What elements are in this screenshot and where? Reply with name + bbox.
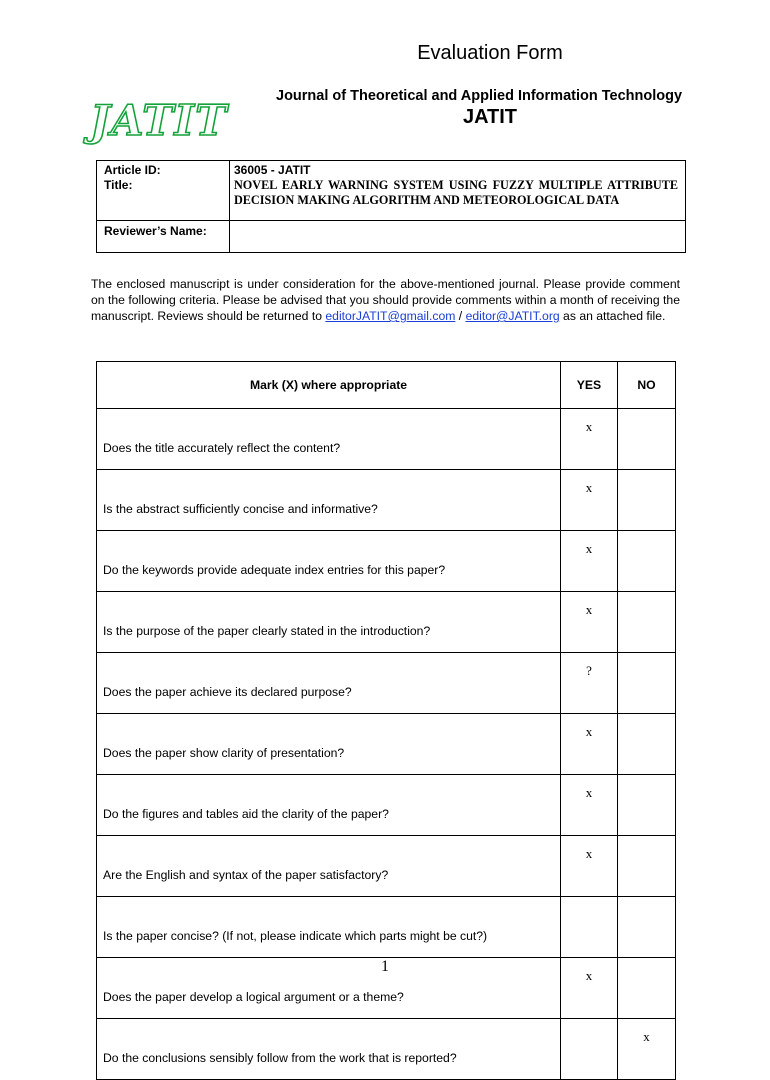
yes-mark-cell[interactable]: x	[561, 531, 618, 592]
criteria-row	[97, 653, 676, 714]
criteria-row	[97, 592, 676, 653]
no-mark-cell[interactable]	[618, 653, 676, 714]
journal-name: Journal of Theoretical and Applied Information Technology	[276, 88, 683, 104]
criteria-row	[97, 470, 676, 531]
reviewer-name-field[interactable]	[234, 224, 678, 250]
intro-text-end: as an attached file.	[559, 309, 666, 323]
criteria-header-row	[97, 362, 676, 409]
criteria-row	[97, 409, 676, 470]
form-title: Evaluation Form	[417, 42, 563, 64]
criteria-row	[97, 714, 676, 775]
yes-mark-cell[interactable]: x	[561, 836, 618, 897]
no-mark-cell[interactable]	[618, 409, 676, 470]
criteria-question: Do the conclusions sensibly follow from the work that is reported?	[97, 1019, 561, 1080]
yes-mark-cell[interactable]: x	[561, 409, 618, 470]
criteria-question: Does the paper achieve its declared purpose?	[97, 653, 561, 714]
yes-column-header: YES	[561, 362, 618, 409]
jatit-logo: JATIT	[90, 96, 228, 145]
no-mark-cell[interactable]	[618, 470, 676, 531]
no-mark-cell[interactable]	[618, 836, 676, 897]
intro-paragraph	[91, 276, 680, 324]
email-link-jatit[interactable]: editor@JATIT.org	[465, 309, 560, 323]
info-table-divider	[229, 160, 230, 253]
page-number: 1	[381, 958, 389, 975]
criteria-row	[97, 531, 676, 592]
email-link-gmail[interactable]: editorJATIT@gmail.com	[325, 309, 456, 323]
email-separator: /	[455, 309, 466, 323]
criteria-question: Do the figures and tables aid the clarity of the paper?	[97, 775, 561, 836]
no-mark-cell[interactable]: x	[618, 1019, 676, 1080]
criteria-row	[97, 897, 676, 958]
criteria-question: Does the paper develop a logical argument or a theme?	[97, 958, 561, 1019]
journal-abbreviation: JATIT	[462, 106, 518, 128]
question-column-header: Mark (X) where appropriate	[97, 362, 561, 409]
criteria-question: Does the title accurately reflect the content?	[97, 409, 561, 470]
yes-mark-cell[interactable]	[561, 1019, 618, 1080]
no-mark-cell[interactable]	[618, 775, 676, 836]
article-id-value: 36005 - JATIT	[234, 163, 311, 177]
criteria-question: Does the paper show clarity of presentation?	[97, 714, 561, 775]
no-mark-cell[interactable]	[618, 592, 676, 653]
criteria-table	[96, 361, 675, 1065]
criteria-question: Is the paper concise? (If not, please indicate which parts might be cut?)	[97, 897, 561, 958]
criteria-row	[97, 1019, 676, 1080]
yes-mark-cell[interactable]: x	[561, 775, 618, 836]
no-mark-cell[interactable]	[618, 531, 676, 592]
yes-mark-cell[interactable]: ?	[561, 653, 618, 714]
info-table-divider	[96, 220, 686, 221]
criteria-question: Are the English and syntax of the paper satisfactory?	[97, 836, 561, 897]
no-mark-cell[interactable]	[618, 897, 676, 958]
yes-mark-cell[interactable]	[561, 897, 618, 958]
yes-mark-cell[interactable]: x	[561, 714, 618, 775]
criteria-row	[97, 836, 676, 897]
criteria-question: Is the abstract sufficiently concise and informative?	[97, 470, 561, 531]
criteria-row	[97, 775, 676, 836]
yes-mark-cell[interactable]: x	[561, 470, 618, 531]
article-title-value: NOVEL EARLY WARNING SYSTEM USING FUZZY MULTIPLE ATTRIBUTE DECISION MAKING ALGORITHM AND METEOROLOGICAL DATA	[234, 178, 678, 207]
yes-mark-cell[interactable]: x	[561, 958, 618, 1019]
yes-mark-cell[interactable]: x	[561, 592, 618, 653]
no-mark-cell[interactable]	[618, 714, 676, 775]
reviewer-name-label: Reviewer’s Name:	[104, 224, 207, 238]
intro-text: The enclosed manuscript is under consideration for the above-mentioned journal. Please provide comment on the following criteria. Please be advised that you should provide comments within a month of receiving the manuscript. Reviews should be returned to	[91, 277, 680, 323]
title-label: Title:	[104, 178, 133, 192]
article-id-label: Article ID:	[104, 163, 161, 177]
criteria-question: Do the keywords provide adequate index entries for this paper?	[97, 531, 561, 592]
criteria-question: Is the purpose of the paper clearly stated in the introduction?	[97, 592, 561, 653]
no-column-header: NO	[618, 362, 676, 409]
